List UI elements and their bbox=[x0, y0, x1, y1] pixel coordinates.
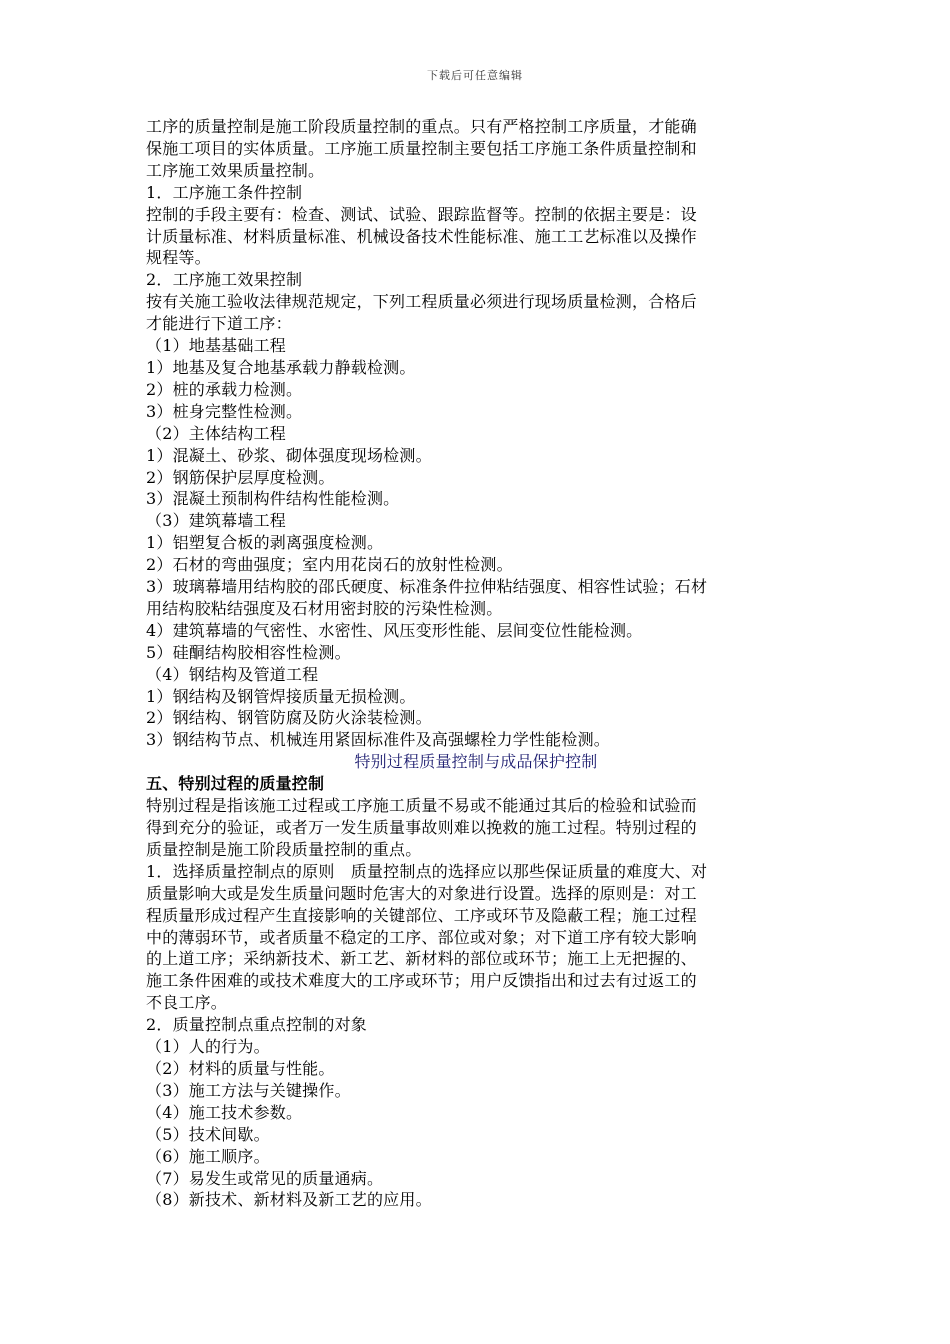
text-line: （2）材料的质量与性能。 bbox=[146, 1058, 335, 1078]
text-line: 1）地基及复合地基承载力静载检测。 bbox=[146, 357, 416, 377]
text-line: 工序施工效果质量控制。 bbox=[146, 160, 325, 180]
text-line: 施工条件困难的或技术难度大的工序或环节；用户反馈指出和过去有过返工的 bbox=[146, 971, 697, 991]
text-line: （3）建筑幕墙工程 bbox=[146, 511, 286, 531]
text-line: 才能进行下道工序： bbox=[146, 314, 292, 334]
text-line: （8）新技术、新材料及新工艺的应用。 bbox=[146, 1190, 432, 1210]
text-line: （2）主体结构工程 bbox=[146, 423, 286, 443]
text-line: 2．质量控制点重点控制的对象 bbox=[146, 1015, 367, 1035]
text-line: 工序的质量控制是施工阶段质量控制的重点。只有严格控制工序质量，才能确 bbox=[146, 117, 697, 136]
text-line: 1．工序施工条件控制 bbox=[146, 182, 303, 202]
text-line: （7）易发生或常见的质量通病。 bbox=[146, 1168, 384, 1188]
text-line: 保施工项目的实体质量。工序施工质量控制主要包括工序施工条件质量控制和 bbox=[146, 138, 697, 158]
text-line: 2）钢结构、钢管防腐及防火涂装检测。 bbox=[146, 708, 432, 728]
section-heading: 五、特别过程的质量控制 bbox=[146, 774, 325, 794]
text-line: （4）施工技术参数。 bbox=[146, 1102, 303, 1122]
text-line: 中的薄弱环节，或者质量不稳定的工序、部位或对象；对下道工序有较大影响 bbox=[146, 927, 697, 947]
text-line: 2）桩的承载力检测。 bbox=[146, 379, 303, 399]
text-line: 计质量标准、材料质量标准、机械设备技术性能标准、施工工艺标准以及操作 bbox=[146, 226, 697, 246]
text-line: 的上道工序；采纳新技术、新工艺、新材料的部位或环节；施工上无把握的、 bbox=[146, 949, 697, 969]
text-line: 规程等。 bbox=[146, 248, 211, 268]
text-line: 1．选择质量控制点的原则 质量控制点的选择应以那些保证质量的难度大、对 bbox=[146, 861, 708, 881]
text-line: （1）人的行为。 bbox=[146, 1037, 270, 1057]
document-body bbox=[146, 116, 806, 1211]
text-line: 控制的手段主要有：检查、测试、试验、跟踪监督等。控制的依据主要是：设 bbox=[146, 204, 697, 224]
text-line: 按有关施工验收法律规范规定，下列工程质量必须进行现场质量检测，合格后 bbox=[146, 292, 697, 312]
text-line: 1）铝塑复合板的剥离强度检测。 bbox=[146, 533, 384, 553]
text-line: 用结构胶粘结强度及石材用密封胶的污染性检测。 bbox=[146, 598, 503, 618]
text-line: 4）建筑幕墙的气密性、水密性、风压变形性能、层间变位性能检测。 bbox=[146, 620, 643, 640]
text-line: （6）施工顺序。 bbox=[146, 1146, 270, 1166]
text-line: （3）施工方法与关键操作。 bbox=[146, 1080, 351, 1100]
text-line: 得到充分的验证，或者万一发生质量事故则难以挽救的施工过程。特别过程的 bbox=[146, 818, 697, 837]
text-line: 3）混凝土预制构件结构性能检测。 bbox=[146, 489, 400, 509]
text-line: 1）钢结构及钢管焊接质量无损检测。 bbox=[146, 686, 416, 706]
text-line: （4）钢结构及管道工程 bbox=[146, 664, 319, 684]
text-line: 5）硅酮结构胶相容性检测。 bbox=[146, 642, 351, 662]
text-line: 质量影响大或是发生质量问题时危害大的对象进行设置。选择的原则是：对工 bbox=[146, 883, 697, 903]
text-line: 2）钢筋保护层厚度检测。 bbox=[146, 467, 335, 487]
text-line: 3）桩身完整性检测。 bbox=[146, 401, 303, 421]
text-line: （1）地基基础工程 bbox=[146, 336, 286, 356]
page-header-note: 下载后可任意编辑 bbox=[427, 69, 523, 82]
text-line: 特别过程是指该施工过程或工序施工质量不易或不能通过其后的检验和试验而 bbox=[146, 796, 697, 816]
text-line: 质量控制是施工阶段质量控制的重点。 bbox=[146, 839, 422, 859]
section-title: 特别过程质量控制与成品保护控制 bbox=[354, 752, 598, 772]
text-line: 2）石材的弯曲强度；室内用花岗石的放射性检测。 bbox=[146, 555, 513, 575]
text-line: 1）混凝土、砂浆、砌体强度现场检测。 bbox=[146, 445, 432, 465]
text-line: 不良工序。 bbox=[146, 993, 228, 1013]
text-line: 2．工序施工效果控制 bbox=[146, 270, 303, 290]
text-line: 3）玻璃幕墙用结构胶的邵氏硬度、标准条件拉伸粘结强度、相容性试验；石材 bbox=[146, 577, 708, 597]
text-line: 程质量形成过程产生直接影响的关键部位、工序或环节及隐蔽工程；施工过程 bbox=[146, 905, 697, 925]
text-line: （5）技术间歇。 bbox=[146, 1124, 270, 1144]
text-line: 3）钢结构节点、机械连用紧固标准件及高强螺栓力学性能检测。 bbox=[146, 730, 610, 750]
